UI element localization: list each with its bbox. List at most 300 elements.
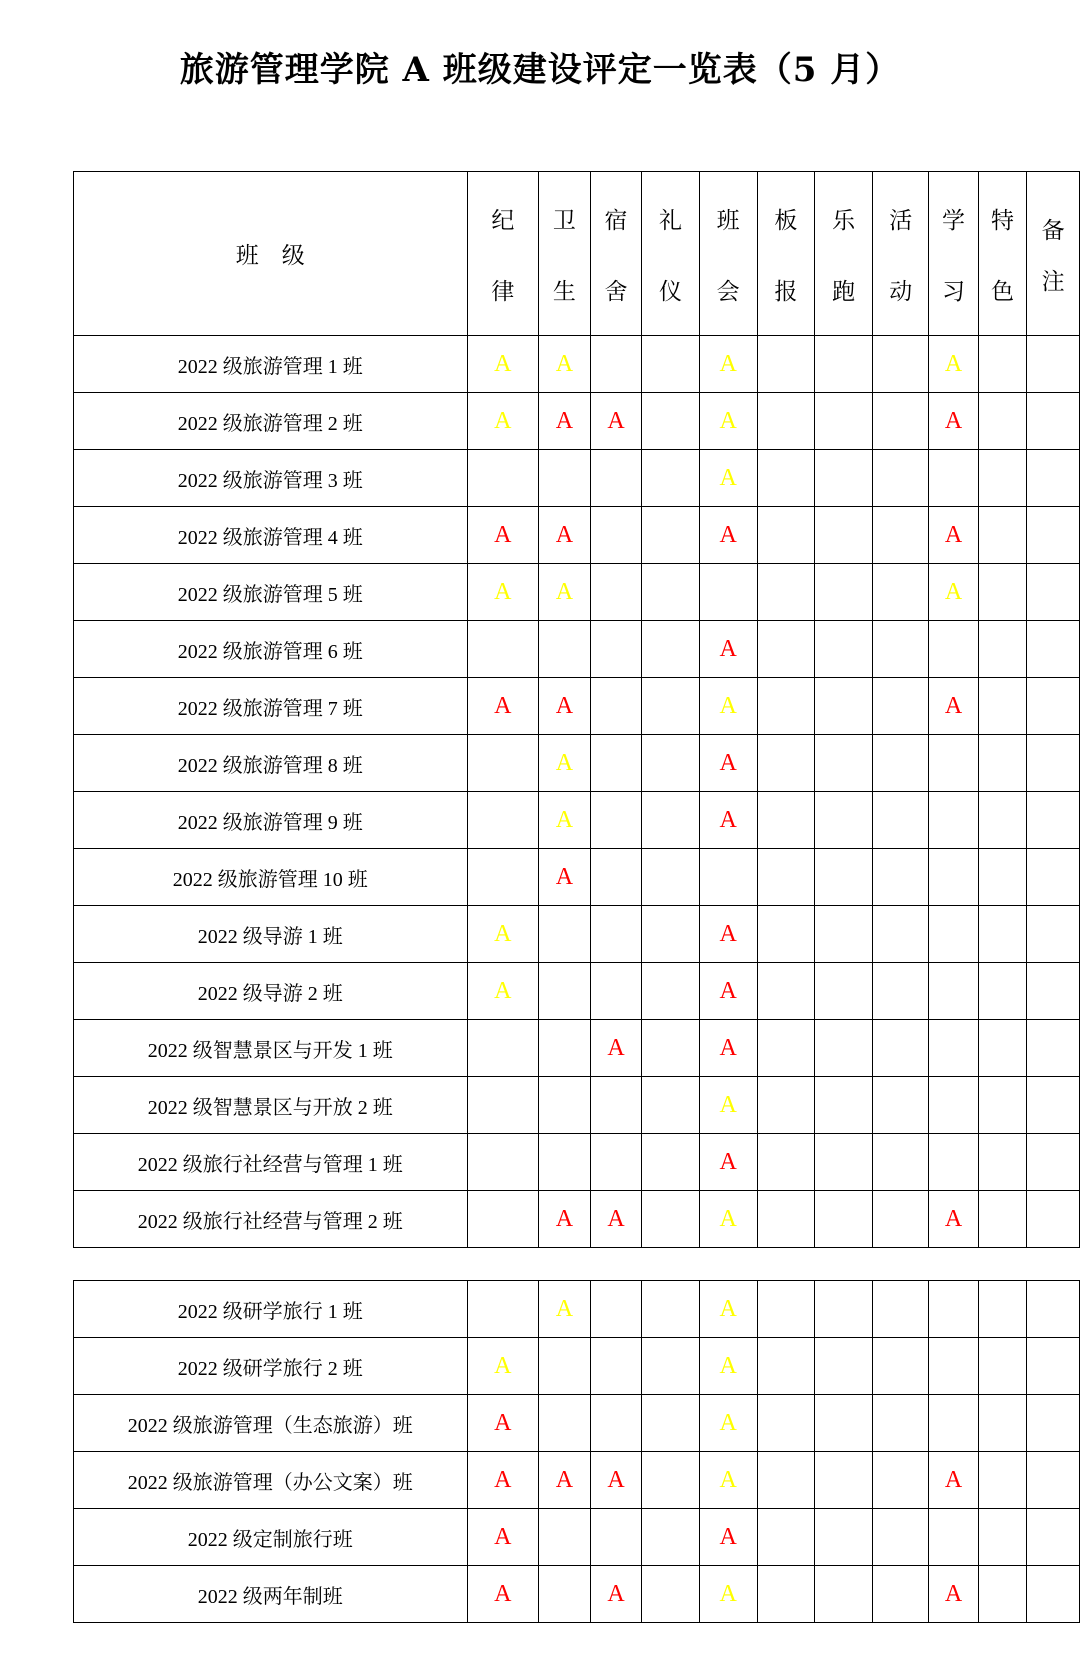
empty-cell (814, 1281, 872, 1338)
rating-mark-cell: A (467, 507, 538, 564)
empty-cell (873, 792, 929, 849)
table-row (74, 393, 1080, 450)
class-name-cell: 2022 级定制旅行班 (74, 1509, 468, 1566)
empty-cell (873, 906, 929, 963)
empty-cell (873, 1509, 929, 1566)
empty-cell (873, 393, 929, 450)
empty-cell (642, 450, 699, 507)
header-category-bottom: 仪 (658, 278, 682, 305)
rating-mark-cell: A (539, 678, 591, 735)
empty-cell (978, 336, 1026, 393)
empty-cell (757, 1077, 814, 1134)
rating-mark-cell: A (539, 336, 591, 393)
rating-table-part1 (73, 171, 1080, 1248)
rating-mark-cell: A (699, 1191, 757, 1248)
empty-cell (814, 621, 872, 678)
empty-cell (814, 393, 872, 450)
empty-cell (814, 735, 872, 792)
empty-cell (757, 1395, 814, 1452)
note-cell (1027, 621, 1080, 678)
empty-cell (642, 336, 699, 393)
rating-mark-cell: A (699, 735, 757, 792)
empty-cell (873, 336, 929, 393)
empty-cell (873, 1566, 929, 1623)
page-title: 旅游管理学院 A 班级建设评定一览表（5 月） (179, 50, 901, 90)
rating-mark-cell: A (467, 1395, 538, 1452)
rating-mark-cell: A (539, 849, 591, 906)
empty-cell (757, 1338, 814, 1395)
rating-mark-cell: A (590, 393, 642, 450)
table-row (74, 792, 1080, 849)
table-row (74, 1134, 1080, 1191)
empty-cell (873, 564, 929, 621)
empty-cell (539, 1020, 591, 1077)
header-note-bottom: 注 (1041, 268, 1065, 295)
table-row (74, 1509, 1080, 1566)
class-name-cell: 2022 级导游 2 班 (74, 963, 468, 1020)
empty-cell (590, 906, 642, 963)
empty-cell (929, 1338, 978, 1395)
note-cell (1027, 963, 1080, 1020)
rating-mark-cell: A (699, 1452, 757, 1509)
empty-cell (590, 450, 642, 507)
empty-cell (467, 1020, 538, 1077)
empty-cell (590, 1281, 642, 1338)
header-category-cell (642, 172, 699, 336)
empty-cell (642, 792, 699, 849)
empty-cell (642, 1452, 699, 1509)
rating-mark-cell: A (699, 393, 757, 450)
table-row (74, 963, 1080, 1020)
header-category-top: 卫 (552, 207, 576, 234)
empty-cell (590, 1077, 642, 1134)
rating-mark-cell: A (699, 1134, 757, 1191)
empty-cell (873, 1020, 929, 1077)
empty-cell (978, 1077, 1026, 1134)
header-category-cell (873, 172, 929, 336)
rating-mark-cell: A (467, 1452, 538, 1509)
rating-mark-cell: A (590, 1191, 642, 1248)
rating-mark-cell: A (929, 564, 978, 621)
empty-cell (757, 393, 814, 450)
empty-cell (929, 906, 978, 963)
note-cell (1027, 849, 1080, 906)
empty-cell (590, 1509, 642, 1566)
note-cell (1027, 1395, 1080, 1452)
empty-cell (467, 792, 538, 849)
empty-cell (873, 1134, 929, 1191)
empty-cell (873, 621, 929, 678)
empty-cell (467, 849, 538, 906)
rating-mark-cell: A (699, 1338, 757, 1395)
empty-cell (814, 1452, 872, 1509)
note-cell (1027, 1566, 1080, 1623)
empty-cell (642, 849, 699, 906)
empty-cell (978, 1191, 1026, 1248)
class-name-cell: 2022 级旅行社经营与管理 1 班 (74, 1134, 468, 1191)
empty-cell (873, 1395, 929, 1452)
empty-cell (814, 1566, 872, 1623)
rating-mark-cell: A (699, 1566, 757, 1623)
empty-cell (590, 678, 642, 735)
empty-cell (757, 336, 814, 393)
header-category-top: 特 (990, 207, 1014, 234)
empty-cell (978, 564, 1026, 621)
rating-mark-cell: A (539, 735, 591, 792)
rating-mark-cell: A (699, 1509, 757, 1566)
note-cell (1027, 735, 1080, 792)
empty-cell (757, 1020, 814, 1077)
header-category-bottom: 习 (942, 278, 966, 305)
class-name-cell: 2022 级旅游管理（生态旅游）班 (74, 1395, 468, 1452)
rating-mark-cell: A (590, 1020, 642, 1077)
header-category-cell (467, 172, 538, 336)
empty-cell (978, 393, 1026, 450)
rating-mark-cell: A (699, 963, 757, 1020)
rating-mark-cell: A (699, 336, 757, 393)
rating-mark-cell: A (699, 1281, 757, 1338)
rating-mark-cell: A (699, 792, 757, 849)
empty-cell (873, 678, 929, 735)
empty-cell (539, 906, 591, 963)
rating-mark-cell: A (699, 450, 757, 507)
empty-cell (699, 849, 757, 906)
header-category-top: 板 (774, 207, 798, 234)
rating-mark-cell: A (539, 393, 591, 450)
table-row (74, 507, 1080, 564)
empty-cell (929, 1077, 978, 1134)
rating-mark-cell: A (467, 1509, 538, 1566)
empty-cell (467, 735, 538, 792)
class-name-cell: 2022 级智慧景区与开发 1 班 (74, 1020, 468, 1077)
table-row (74, 564, 1080, 621)
empty-cell (929, 1509, 978, 1566)
class-name-cell: 2022 级旅游管理 9 班 (74, 792, 468, 849)
header-category-cell (814, 172, 872, 336)
header-category-top: 礼 (658, 207, 682, 234)
empty-cell (814, 678, 872, 735)
empty-cell (642, 1338, 699, 1395)
table-row (74, 1452, 1080, 1509)
table-row (74, 450, 1080, 507)
empty-cell (757, 849, 814, 906)
empty-cell (978, 450, 1026, 507)
table-row (74, 1191, 1080, 1248)
table-row (74, 1566, 1080, 1623)
note-cell (1027, 1134, 1080, 1191)
header-category-top: 学 (942, 207, 966, 234)
rating-mark-cell: A (699, 678, 757, 735)
table-row (74, 678, 1080, 735)
empty-cell (642, 621, 699, 678)
header-note-cell (1027, 172, 1080, 336)
header-category-cell (539, 172, 591, 336)
class-name-cell: 2022 级旅游管理 2 班 (74, 393, 468, 450)
empty-cell (873, 450, 929, 507)
header-category-cell (699, 172, 757, 336)
table-row (74, 1281, 1080, 1338)
empty-cell (539, 1338, 591, 1395)
empty-cell (699, 564, 757, 621)
class-name-cell: 2022 级导游 1 班 (74, 906, 468, 963)
empty-cell (642, 1191, 699, 1248)
header-category-bottom: 动 (889, 278, 913, 305)
empty-cell (757, 1509, 814, 1566)
empty-cell (814, 564, 872, 621)
empty-cell (590, 1395, 642, 1452)
rating-mark-cell: A (699, 507, 757, 564)
empty-cell (467, 1281, 538, 1338)
empty-cell (642, 393, 699, 450)
rating-mark-cell: A (539, 507, 591, 564)
empty-cell (642, 1395, 699, 1452)
rating-mark-cell: A (590, 1452, 642, 1509)
empty-cell (757, 507, 814, 564)
empty-cell (978, 1395, 1026, 1452)
class-name-cell: 2022 级旅游管理 6 班 (74, 621, 468, 678)
empty-cell (978, 1452, 1026, 1509)
empty-cell (814, 1338, 872, 1395)
empty-cell (757, 621, 814, 678)
header-category-bottom: 律 (491, 278, 515, 305)
note-cell (1027, 1452, 1080, 1509)
note-cell (1027, 1509, 1080, 1566)
empty-cell (590, 507, 642, 564)
class-name-cell: 2022 级旅行社经营与管理 2 班 (74, 1191, 468, 1248)
empty-cell (814, 1395, 872, 1452)
rating-mark-cell: A (467, 1566, 538, 1623)
empty-cell (814, 1020, 872, 1077)
class-name-cell: 2022 级旅游管理 4 班 (74, 507, 468, 564)
empty-cell (590, 564, 642, 621)
empty-cell (873, 1077, 929, 1134)
rating-mark-cell: A (467, 963, 538, 1020)
empty-cell (814, 1134, 872, 1191)
table-row (74, 735, 1080, 792)
empty-cell (757, 564, 814, 621)
empty-cell (814, 792, 872, 849)
note-cell (1027, 393, 1080, 450)
empty-cell (814, 1191, 872, 1248)
empty-cell (757, 906, 814, 963)
rating-mark-cell: A (467, 906, 538, 963)
note-cell (1027, 336, 1080, 393)
empty-cell (590, 792, 642, 849)
header-category-cell (929, 172, 978, 336)
empty-cell (814, 450, 872, 507)
empty-cell (590, 963, 642, 1020)
header-category-top: 班 (716, 207, 740, 234)
rating-mark-cell: A (467, 393, 538, 450)
header-category-bottom: 跑 (832, 278, 856, 305)
empty-cell (978, 906, 1026, 963)
empty-cell (642, 1077, 699, 1134)
empty-cell (873, 1338, 929, 1395)
empty-cell (642, 1566, 699, 1623)
empty-cell (590, 1338, 642, 1395)
empty-cell (978, 1509, 1026, 1566)
empty-cell (642, 906, 699, 963)
table-row (74, 621, 1080, 678)
empty-cell (642, 735, 699, 792)
empty-cell (642, 1509, 699, 1566)
header-category-top: 宿 (604, 207, 628, 234)
empty-cell (539, 1566, 591, 1623)
empty-cell (642, 678, 699, 735)
empty-cell (757, 735, 814, 792)
class-name-cell: 2022 级研学旅行 1 班 (74, 1281, 468, 1338)
table-row (74, 1338, 1080, 1395)
rating-mark-cell: A (539, 1191, 591, 1248)
rating-mark-cell: A (699, 906, 757, 963)
empty-cell (929, 735, 978, 792)
empty-cell (929, 450, 978, 507)
table-row (74, 1077, 1080, 1134)
header-category-cell (590, 172, 642, 336)
class-name-cell: 2022 级旅游管理（办公文案）班 (74, 1452, 468, 1509)
header-category-top: 乐 (832, 207, 856, 234)
empty-cell (642, 564, 699, 621)
empty-cell (873, 1281, 929, 1338)
note-cell (1027, 450, 1080, 507)
empty-cell (539, 1077, 591, 1134)
header-category-bottom: 色 (990, 278, 1014, 305)
class-name-cell: 2022 级两年制班 (74, 1566, 468, 1623)
rating-mark-cell: A (929, 1191, 978, 1248)
empty-cell (978, 735, 1026, 792)
table-row (74, 1020, 1080, 1077)
empty-cell (539, 450, 591, 507)
empty-cell (814, 849, 872, 906)
empty-cell (978, 507, 1026, 564)
empty-cell (814, 1509, 872, 1566)
note-cell (1027, 792, 1080, 849)
empty-cell (642, 963, 699, 1020)
empty-cell (590, 621, 642, 678)
rating-mark-cell: A (929, 336, 978, 393)
empty-cell (814, 1077, 872, 1134)
class-name-cell: 2022 级旅游管理 5 班 (74, 564, 468, 621)
rating-mark-cell: A (467, 1338, 538, 1395)
empty-cell (929, 849, 978, 906)
rating-mark-cell: A (699, 1020, 757, 1077)
empty-cell (929, 1281, 978, 1338)
empty-cell (539, 1395, 591, 1452)
empty-cell (873, 1191, 929, 1248)
rating-mark-cell: A (699, 1395, 757, 1452)
empty-cell (978, 963, 1026, 1020)
rating-mark-cell: A (699, 1077, 757, 1134)
note-cell (1027, 1077, 1080, 1134)
empty-cell (590, 849, 642, 906)
empty-cell (978, 1134, 1026, 1191)
empty-cell (590, 336, 642, 393)
header-row (74, 172, 1080, 336)
empty-cell (757, 1452, 814, 1509)
class-name-cell: 2022 级智慧景区与开放 2 班 (74, 1077, 468, 1134)
empty-cell (978, 1281, 1026, 1338)
empty-cell (642, 1281, 699, 1338)
rating-mark-cell: A (539, 792, 591, 849)
empty-cell (814, 906, 872, 963)
header-category-top: 活 (889, 207, 913, 234)
empty-cell (757, 1566, 814, 1623)
empty-cell (757, 450, 814, 507)
rating-table-part2 (73, 1280, 1080, 1623)
empty-cell (978, 792, 1026, 849)
empty-cell (873, 1452, 929, 1509)
empty-cell (929, 963, 978, 1020)
note-cell (1027, 1281, 1080, 1338)
class-name-cell: 2022 级旅游管理 8 班 (74, 735, 468, 792)
empty-cell (929, 1134, 978, 1191)
rating-mark-cell: A (929, 393, 978, 450)
empty-cell (978, 621, 1026, 678)
rating-mark-cell: A (929, 507, 978, 564)
class-name-cell: 2022 级旅游管理 10 班 (74, 849, 468, 906)
note-cell (1027, 906, 1080, 963)
header-category-bottom: 会 (716, 278, 740, 305)
empty-cell (467, 1134, 538, 1191)
empty-cell (539, 1134, 591, 1191)
empty-cell (978, 1020, 1026, 1077)
empty-cell (757, 1134, 814, 1191)
rating-mark-cell: A (590, 1566, 642, 1623)
header-category-bottom: 生 (552, 278, 576, 305)
rating-mark-cell: A (929, 1566, 978, 1623)
header-class-label: 班 级 (235, 243, 305, 269)
rating-mark-cell: A (699, 621, 757, 678)
note-cell (1027, 507, 1080, 564)
empty-cell (642, 507, 699, 564)
empty-cell (929, 792, 978, 849)
header-category-cell (978, 172, 1026, 336)
rating-mark-cell: A (467, 336, 538, 393)
empty-cell (978, 849, 1026, 906)
empty-cell (873, 963, 929, 1020)
class-name-cell: 2022 级研学旅行 2 班 (74, 1338, 468, 1395)
table-row (74, 906, 1080, 963)
note-cell (1027, 1338, 1080, 1395)
empty-cell (539, 1509, 591, 1566)
header-category-bottom: 舍 (604, 278, 628, 305)
rating-mark-cell: A (467, 564, 538, 621)
class-name-cell: 2022 级旅游管理 1 班 (74, 336, 468, 393)
empty-cell (929, 1020, 978, 1077)
header-note-top: 备 (1041, 217, 1065, 244)
class-name-cell: 2022 级旅游管理 3 班 (74, 450, 468, 507)
note-cell (1027, 564, 1080, 621)
empty-cell (757, 792, 814, 849)
empty-cell (814, 336, 872, 393)
empty-cell (757, 678, 814, 735)
empty-cell (978, 1566, 1026, 1623)
empty-cell (873, 849, 929, 906)
header-category-bottom: 报 (774, 278, 798, 305)
empty-cell (757, 1281, 814, 1338)
empty-cell (929, 1395, 978, 1452)
note-cell (1027, 678, 1080, 735)
header-category-top: 纪 (491, 207, 515, 234)
rating-mark-cell: A (539, 1452, 591, 1509)
empty-cell (642, 1134, 699, 1191)
rating-mark-cell: A (467, 678, 538, 735)
table-row (74, 336, 1080, 393)
empty-cell (814, 963, 872, 1020)
empty-cell (642, 1020, 699, 1077)
rating-mark-cell: A (929, 678, 978, 735)
empty-cell (757, 963, 814, 1020)
